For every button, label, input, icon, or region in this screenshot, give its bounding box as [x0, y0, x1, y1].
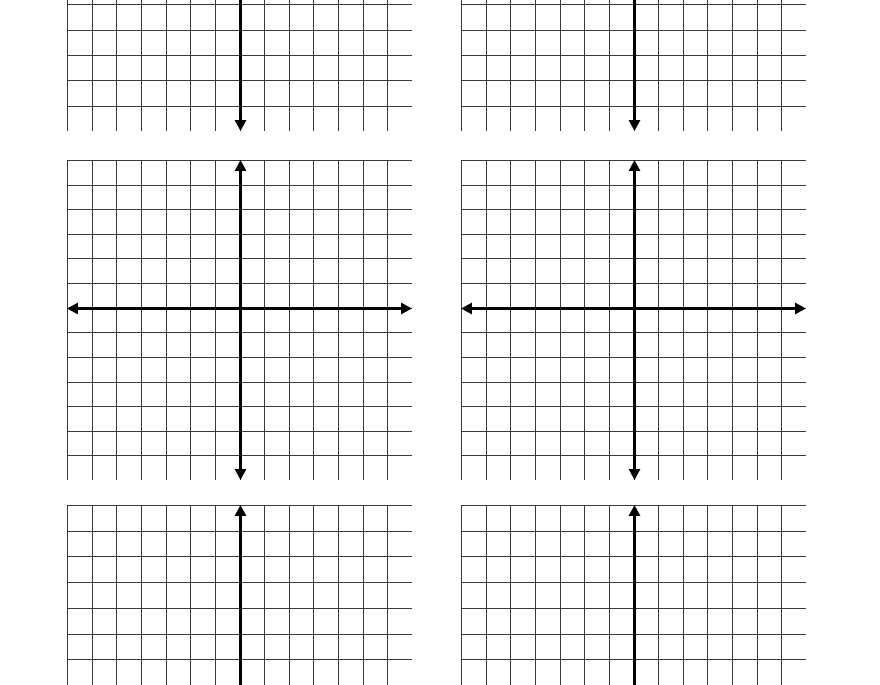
grid-bottom-right [461, 505, 806, 685]
grid-middle-left [67, 160, 412, 480]
axes [235, 0, 247, 131]
grid-bottom-left-canvas [67, 505, 412, 685]
grid-top-left [67, 0, 412, 131]
axes [629, 0, 641, 131]
y-axis-arrow-up [629, 505, 641, 516]
grid-middle-left-canvas [67, 160, 412, 480]
x-axis-arrow-left [461, 303, 472, 315]
grid-bottom-left [67, 505, 412, 685]
grid-middle-right [461, 160, 806, 480]
y-axis-arrow-down [235, 469, 247, 480]
grid-top-right-canvas [461, 0, 806, 131]
y-axis-arrow-down [235, 120, 247, 131]
x-axis-arrow-left [67, 303, 78, 315]
grid-top-left-canvas [67, 0, 412, 131]
y-axis-arrow-down [629, 469, 641, 480]
x-axis-arrow-right [795, 303, 806, 315]
y-axis-arrow-up [235, 160, 247, 171]
y-axis-arrow-up [629, 160, 641, 171]
y-axis-arrow-up [235, 505, 247, 516]
grid-top-right [461, 0, 806, 131]
grid-bottom-right-canvas [461, 505, 806, 685]
grid-middle-right-canvas [461, 160, 806, 480]
x-axis-arrow-right [401, 303, 412, 315]
y-axis-arrow-down [629, 120, 641, 131]
